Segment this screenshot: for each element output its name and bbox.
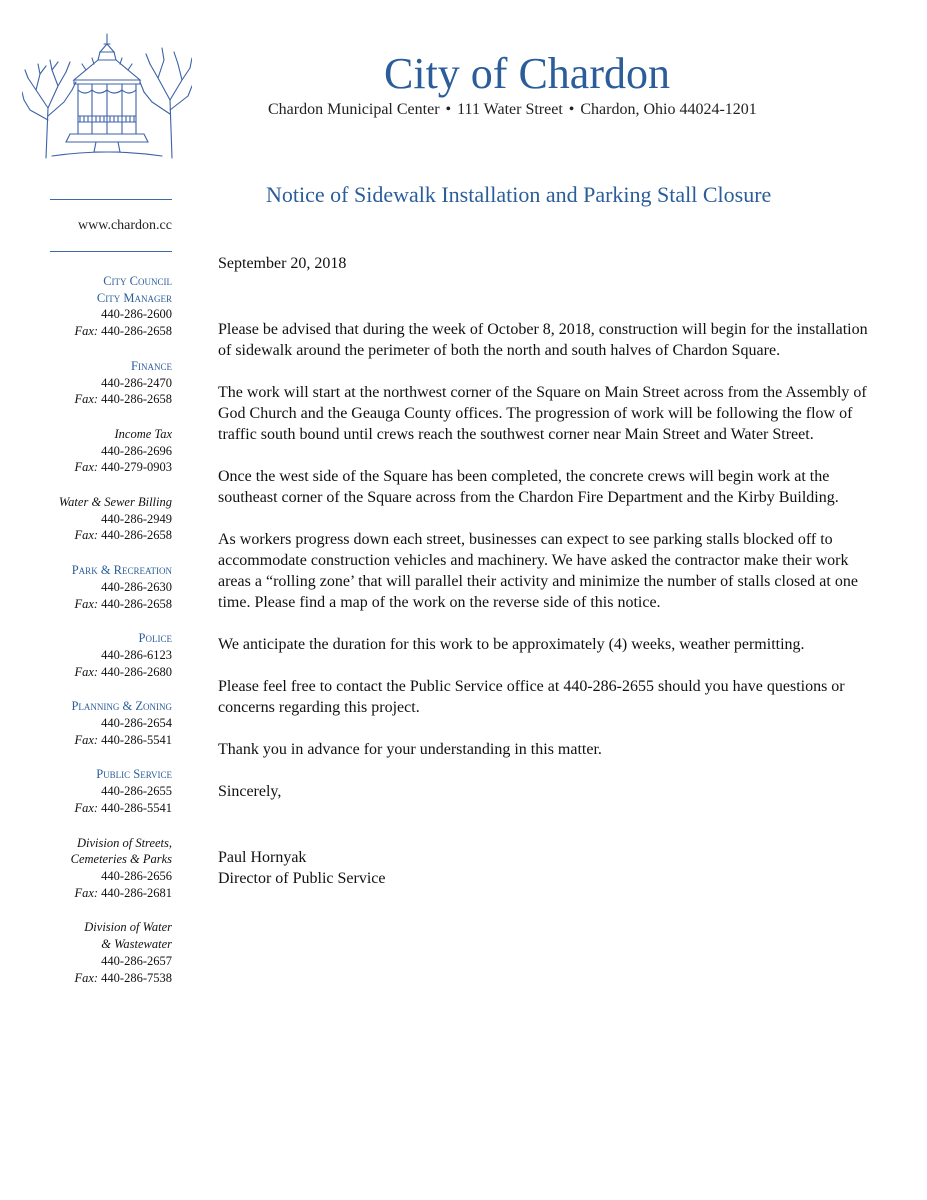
department-phone: 440-286-6123 (101, 647, 172, 662)
department-phone: 440-286-2657 (101, 953, 172, 968)
fax-number: 440-286-2658 (101, 324, 172, 339)
department-phone: 440-286-2696 (101, 443, 172, 458)
letter-paragraph: Please feel free to contact the Public Service office at 440-286-2655 should you have questions or concerns regarding this project. (218, 678, 845, 716)
department-name: Planning & Zoning (71, 699, 172, 714)
department-name: City Manager (96, 290, 172, 305)
address-part: Chardon Municipal Center (268, 101, 440, 118)
department-phone: 440-286-2654 (101, 716, 172, 731)
department-name: & Wastewater (101, 937, 172, 952)
fax-label: Fax: (74, 528, 99, 543)
department-name: Division of Streets, (76, 835, 172, 850)
fax-label: Fax: (74, 800, 99, 815)
department-fax (2, 323, 172, 340)
signer-name: Paul Hornyak (218, 849, 307, 866)
signer-title: Director of Public Service (218, 870, 386, 887)
department-fax (2, 970, 172, 987)
notice-title: Notice of Sidewalk Installation and Parking Stall Closure (266, 182, 772, 207)
department-name: Income Tax (114, 426, 172, 441)
department-name: Park & Recreation (71, 563, 172, 578)
address-part: Chardon, Ohio 44024-1201 (580, 101, 757, 118)
department-fax (2, 527, 172, 544)
fax-number: 440-286-5541 (101, 800, 172, 815)
letter-body (218, 253, 883, 889)
fax-number: 440-286-2658 (101, 392, 172, 407)
department-directory (2, 273, 172, 1004)
department-name: Water & Sewer Billing (58, 495, 172, 510)
department-name: Cemeteries & Parks (70, 852, 172, 867)
bullet-icon: • (568, 101, 575, 118)
department-entry (2, 273, 172, 340)
department-name: City Council (103, 274, 172, 288)
fax-number: 440-286-2658 (101, 596, 172, 611)
department-fax (2, 732, 172, 749)
department-name: Police (138, 631, 172, 646)
bullet-icon: • (445, 101, 452, 118)
department-entry (2, 426, 172, 476)
department-name: Public Service (96, 767, 172, 782)
fax-number: 440-286-2681 (101, 885, 172, 900)
department-phone: 440-286-2656 (101, 868, 172, 883)
fax-label: Fax: (74, 460, 99, 475)
letterhead-address (268, 101, 757, 119)
letter-paragraph: Once the west side of the Square has been completed, the concrete crews will begin work at the southeast corner of the Square across from the Chardon Fire Department and the Kirby Building. (218, 468, 839, 506)
department-fax (2, 885, 172, 902)
fax-number: 440-286-2658 (101, 528, 172, 543)
department-entry (2, 835, 172, 902)
gazebo-logo-icon (22, 30, 192, 162)
fax-label: Fax: (74, 596, 99, 611)
address-part: 111 Water Street (457, 101, 563, 118)
department-entry (2, 358, 172, 408)
department-phone: 440-286-2630 (101, 579, 172, 594)
department-phone: 440-286-2949 (101, 511, 172, 526)
fax-label: Fax: (74, 324, 99, 339)
fax-number: 440-279-0903 (101, 460, 172, 475)
department-fax (2, 800, 172, 817)
department-name: Finance (131, 358, 172, 373)
fax-label: Fax: (74, 885, 99, 900)
department-phone: 440-286-2655 (101, 784, 172, 799)
letter-closing: Sincerely, (218, 783, 282, 800)
department-entry (2, 562, 172, 612)
department-phone: 440-286-2600 (101, 307, 172, 322)
fax-number: 440-286-2680 (101, 664, 172, 679)
fax-label: Fax: (74, 392, 99, 407)
department-entry (2, 698, 172, 748)
city-title: City of Chardon (384, 49, 670, 98)
department-fax (2, 391, 172, 408)
letter-paragraph: Thank you in advance for your understanding in this matter. (218, 741, 602, 758)
fax-label: Fax: (74, 664, 99, 679)
letter-paragraph: Please be advised that during the week of October 8, 2018, construction will begin for the installation of sidewalk around the perimeter of both the north and south halves of Chardon Square. (218, 321, 868, 359)
department-fax (2, 664, 172, 681)
department-fax (2, 596, 172, 613)
website-link[interactable]: www.chardon.cc (78, 218, 172, 233)
department-entry (2, 919, 172, 986)
department-fax (2, 459, 172, 476)
department-entry (2, 630, 172, 680)
fax-number: 440-286-5541 (101, 732, 172, 747)
department-name: Division of Water (84, 920, 172, 935)
letter-date: September 20, 2018 (218, 255, 347, 272)
department-phone: 440-286-2470 (101, 375, 172, 390)
fax-label: Fax: (74, 732, 99, 747)
department-entry (2, 766, 172, 816)
fax-label: Fax: (74, 970, 99, 985)
fax-number: 440-286-7538 (101, 970, 172, 985)
letter-paragraph: We anticipate the duration for this work to be approximately (4) weeks, weather permitting. (218, 636, 805, 653)
department-entry (2, 494, 172, 544)
sidebar-divider (50, 251, 172, 252)
sidebar-divider (50, 199, 172, 200)
letter-paragraph: The work will start at the northwest corner of the Square on Main Street across from the Assembly of God Church and the Geauga County offices. The progression of work will be following the flow of traffic south bound until crews reach the southwest corner near Main Street and Water Street. (218, 384, 867, 443)
letter-paragraph: As workers progress down each street, businesses can expect to see parking stalls blocked off to accommodate construction vehicles and machinery. We have asked the contractor make their work areas a “rolling zone’ that will parallel their activity and minimize the number of stalls closed at one time. Please find a map of the work on the reverse side of this notice. (218, 531, 858, 611)
